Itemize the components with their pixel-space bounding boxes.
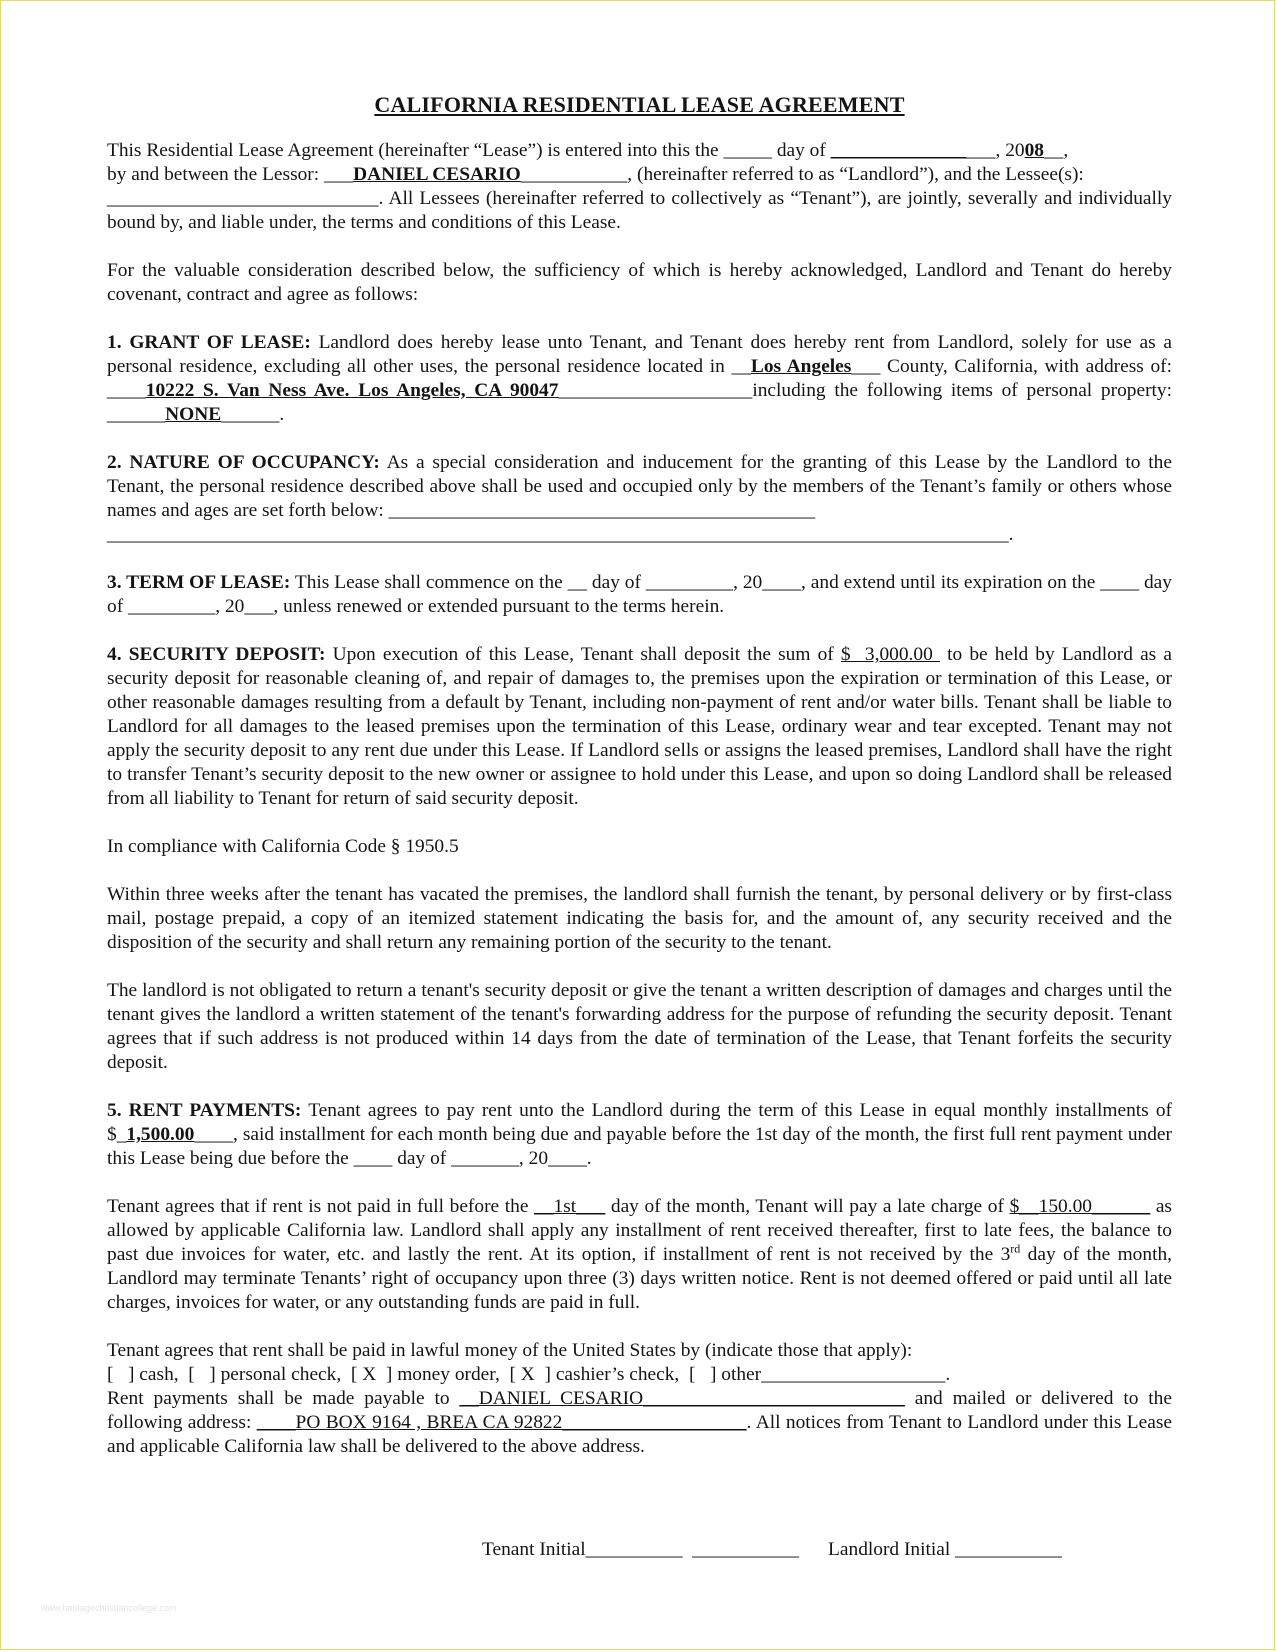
compliance-line: In compliance with California Code § 1950.5 <box>107 836 459 857</box>
intro-paragraph <box>107 139 1172 235</box>
section-heading: 2. NATURE OF OCCUPANCY: <box>107 452 380 473</box>
ordinal-suffix: rd <box>1010 1241 1021 1256</box>
section-heading: 3. TERM OF LEASE: <box>107 572 291 593</box>
late-text: as allowed by applicable California law. Landlord shall apply any installment of rent received thereafter, first to late fees, the balance to past due invoices for water, etc. and lastly the rent. At its option, if installment of rent is not received by the 3 <box>107 1196 1172 1265</box>
intro-text: day of <box>771 140 831 161</box>
tenant-initial-blank[interactable]: ___________ <box>692 1539 799 1560</box>
section-security-deposit <box>107 643 1172 811</box>
payee-name: __DANIEL CESARIO___________________________ <box>459 1388 905 1409</box>
section-text: ___ County, California, with address of: ____ <box>107 356 1172 401</box>
mailing-address: ____PO BOX 9164 , BREA CA 92822___________________ <box>256 1412 747 1433</box>
address-blank: ____________________ <box>558 380 753 401</box>
late-text: day of the month, Tenant will pay a late charge of <box>605 1196 1010 1217</box>
section-text: As a special consideration and inducement for the granting of this Lease by the Landlord to the Tenant, the personal residence described above shall be used and occupied only by the members of the Tenant’s family or others whose names and ages are set forth below: <box>107 452 1172 521</box>
payment-method-paragraph <box>107 1339 1172 1459</box>
late-text: day of the month, Landlord may terminate Tenants’ right of occupancy upon three (3) days written notice. Rent is not deemed offered or paid until all late charges, invoices for water, or any outstanding funds are paid in full. <box>107 1244 1173 1313</box>
intro-text: . All Lessees (hereinafter referred to collectively as “Tenant”), are jointly, severally and individually bound by, and liable under, the terms and conditions of this Lease. <box>107 188 1172 233</box>
lessor-name: DANIEL CESARIO <box>353 164 521 185</box>
tenant-initial-field[interactable]: Tenant Initial__________ <box>482 1539 683 1560</box>
payment-text: and mailed or delivered to the following address: <box>107 1388 1172 1433</box>
deposit-amount: $ 3,000.00 <box>840 644 940 665</box>
occupants-blank: _____________________________________________________________________________________________. <box>107 524 1014 545</box>
late-day-value: __1st___ <box>534 1196 606 1217</box>
section-text: This Lease shall commence on the __ day of _________, 20____, and extend until its expiration on the ____ day of _________, 20___, unless renewed or extended pursuant to the terms herein. <box>107 572 1172 617</box>
section-term-of-lease <box>107 571 1172 619</box>
section-grant-of-lease <box>107 331 1172 427</box>
lessee-blank: ____________________________ <box>107 188 379 209</box>
section-text: to be held by Landlord as a security deposit for reasonable cleaning of, and repair of damages to, the premises upon the expiration or termination of this Lease, or other reasonable damages resulting from a default by Tenant, including non-payment of rent and/or water bills. Tenant shall be liable to Landlord for all damages to the leased premises upon the termination of this Lease, ordinary wear and tear excepted. Tenant may not apply the security deposit to any rent due under this Lease. If Landlord sells or assigns the leased premises, Landlord shall have the right to transfer Tenant’s security deposit to the new owner or assignee to hold under this Lease, and upon so doing Landlord shall be released from all liability to Tenant for return of said security deposit. <box>107 644 1172 809</box>
section-text: Tenant agrees to pay rent unto the Landlord during the term of this Lease in equal monthly installments of $_ <box>107 1100 1173 1145</box>
county-value: Los Angeles <box>750 356 852 377</box>
section-text: ______. <box>221 404 285 425</box>
personal-property-value: NONE <box>165 404 222 425</box>
intro-text: This Residential Lease Agreement (hereinafter “Lease”) is entered into this the <box>107 140 724 161</box>
consideration-paragraph: For the valuable consideration described below, the sufficiency of which is hereby acknowledged, Landlord and Tenant do hereby covenant, contract and agree as follows: <box>107 260 1172 305</box>
section-heading: 4. SECURITY DEPOSIT: <box>107 644 326 665</box>
watermark: www.heritagechristiancollege.com <box>41 1603 177 1613</box>
payment-text: . All notices from Tenant to Landlord under this Lease and applicable California law shall be delivered to the above address. <box>107 1412 1173 1457</box>
section-text: ____, said installment for each month being due and payable before the 1st day of the month, the first full rent payment under this Lease being due before the ____ day of _______, 20____. <box>107 1124 1172 1169</box>
month-blank: ______________ <box>830 140 967 161</box>
day-blank: _____ <box>723 140 772 161</box>
section-text: including the following items of personal property: ______ <box>107 380 1172 425</box>
occupants-blank: ____________________________________________ <box>388 500 816 521</box>
section-text: Upon execution of this Lease, Tenant shall deposit the sum of <box>325 644 841 665</box>
not-obligated-paragraph: The landlord is not obligated to return a tenant's security deposit or give the tenant a written description of damages and charges until the tenant gives the landlord a written statement of the tenant's forwarding address for the purpose of refunding the security deposit. Tenant agrees that if such address is not produced within 14 days from the date of termination of the Lease, that Tenant forfeits the security deposit. <box>107 980 1172 1073</box>
payment-text: Rent payments shall be made payable to <box>107 1388 460 1409</box>
page-title: CALIFORNIA RESIDENTIAL LEASE AGREEMENT <box>374 92 905 117</box>
intro-text: __, <box>1043 140 1069 161</box>
rent-amount: 1,500.00 <box>126 1124 195 1145</box>
landlord-initial-field[interactable]: Landlord Initial ___________ <box>828 1539 1062 1560</box>
late-charge-value: $__150.00______ <box>1009 1196 1151 1217</box>
section-heading: 5. RENT PAYMENTS: <box>107 1100 302 1121</box>
section-rent-payments <box>107 1099 1172 1171</box>
intro-text: by and between the Lessor: ___ <box>107 164 354 185</box>
property-address: 10222 S. Van Ness Ave. Los Angeles, CA 90047 <box>145 380 559 401</box>
late-text: Tenant agrees that if rent is not paid in full before the <box>107 1196 535 1217</box>
section-nature-of-occupancy <box>107 451 1172 547</box>
year-value: 08 <box>1024 140 1044 161</box>
payment-text: Tenant agrees that rent shall be paid in lawful money of the United States by (indicate those that apply): <box>107 1340 913 1361</box>
late-charge-paragraph <box>107 1195 1172 1315</box>
lease-body <box>107 93 1172 1483</box>
payment-options: [ ] cash, [ ] personal check, [ X ] money order, [ X ] cashier’s check, [ ] other___________________. <box>107 1364 951 1385</box>
section-heading: 1. GRANT OF LEASE: <box>107 332 311 353</box>
initials-line <box>482 1539 1062 1561</box>
intro-text: ___, 20 <box>966 140 1025 161</box>
within-three-weeks-paragraph: Within three weeks after the tenant has vacated the premises, the landlord shall furnish the tenant, by personal delivery or by first-class mail, postage prepaid, a copy of an itemized statement indicating the basis for, and the amount of, any security received and the disposition of the security and shall return any remaining portion of the security to the tenant. <box>107 884 1172 953</box>
intro-text: ___________, (hereinafter referred to as “Landlord”), and the Lessee(s): <box>520 164 1084 185</box>
section-text: Landlord does hereby lease unto Tenant, and Tenant does hereby rent from Landlord, solely for use as a personal residence, excluding all other uses, the personal residence located in __ <box>107 332 1172 377</box>
